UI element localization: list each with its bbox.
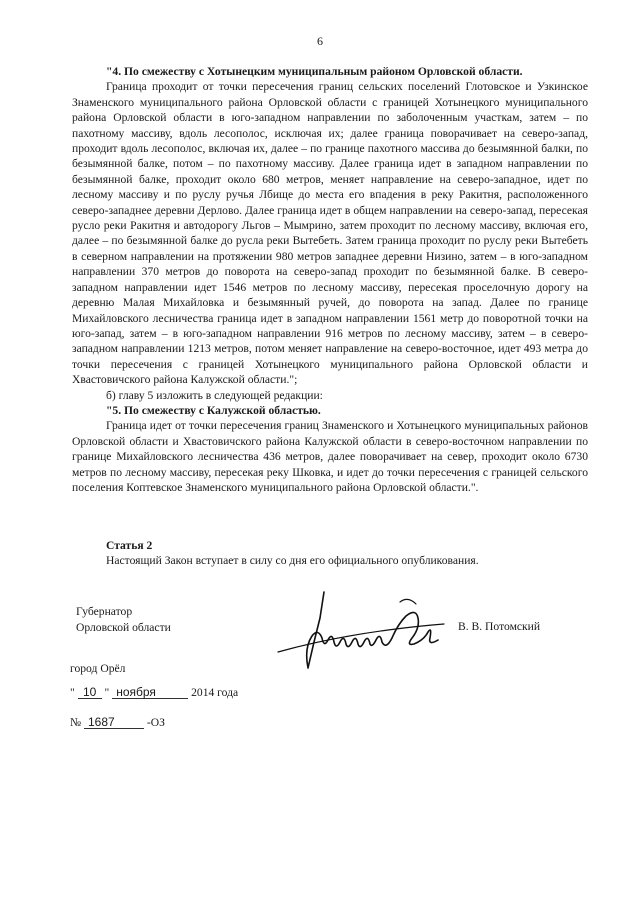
law-number [70,716,165,729]
law-number-prefix: № [70,716,82,729]
signatory-name: В. В. Потомский [458,620,541,633]
section-4-heading: "4. По смежеству с Хотынецким муниципальным районом Орловской области. [106,65,523,78]
signing-date [70,686,238,699]
law-number-suffix: -ОЗ [146,716,165,729]
law-number-value: 1687 [84,716,144,729]
date-day: 10 [78,686,102,699]
section-5-text: Граница идет от точки пересечения границ Знаменского и Хотынецкого муниципальных районов Орловской области и Хвастовичского района Калужской области в северо-восточном направлении по границе Михайловского лесничества 436 метров, далее поворачивает на север, проходит около 6730 метров по лесному массиву, пересекая реку Шковка, и идет до точки пересечения с границей сельского поселения Коптевское Знаменского муниципального района Орловской области.". [72,419,588,494]
article-2-text: Настоящий Закон вступает в силу со дня его официального опубликования. [106,554,479,568]
article-2 [106,538,586,569]
signatory-title [76,604,171,636]
date-close-quote: " [104,686,110,699]
date-open-quote: " [70,686,75,699]
date-month: ноября [112,686,188,699]
date-year: 2014 года [191,686,239,699]
section-4-text: Граница проходит от точки пересечения границ сельских поселений Глотовское и Узкинское Знаменского муниципального района Орловской области с границей Хотынецкого муниципального района Орловской области в юго-западном направлении по заболоченным участкам, затем – по пахотному массиву, вдоль лесополос, исключая их; далее граница поворачивает на северо-запад, проходит вдоль лесополос, включая их, далее – по границе пахотного массива до безымянной балки, по безымянной балке, потом – по пахотному массиву. Далее граница идет в западном направлении по безымянной балке, проходит около 680 метров, меняет направление на северо-западное, идет по лесному массиву и по руслу ручья Лбище до места его впадения в реку Ракитня, расположенного северо-западнее деревни Дерлово. Далее граница идет в общем направлении на северо-запад, пересекая русло реки Ракитня и автодорогу Льгов – Мымрино, затем проходит по лесному массиву, включая его, далее – по безымянной балке до русла реки Вытебеть. Затем граница проходит по руслу реки Вытебеть в северном направлении на протяжении 980 метров западнее деревни Низино, затем – в юго-западном направлении 370 метров до поворота на северо-запад проходит по безымянной балке. В северо-западном направлении идет 1546 метров по лесному массиву, пересекая проселочную дорогу на деревню Малая Михайловка и безымянный ручей, до поворота на запад. Далее по границе Михайловского лесничества граница идет в западном направлении 1561 метр до поворотной точки на юго-запад, затем – в юго-западном направлении 916 метров по лесному массиву, затем – в северо-западном направлении 1213 метров, потом меняет направление на северо-восточное, идет 493 метра до точки пересечения с границей Хотынецкого муниципального района Орловской области и Хвастовичского района Калужской области."; [72,80,588,387]
handwritten-signature [268,588,458,680]
signatory-title-line2: Орловской области [76,621,171,634]
article-2-title: Статья 2 [106,539,153,552]
section-5-heading: "5. По смежеству с Калужской областью. [106,403,321,417]
signatory-title-line1: Губернатор [76,605,133,618]
document-body [72,64,588,495]
city: город Орёл [70,662,126,675]
amendment-instruction: б) главу 5 изложить в следующей редакции: [106,388,323,402]
page-number: 6 [317,34,323,48]
